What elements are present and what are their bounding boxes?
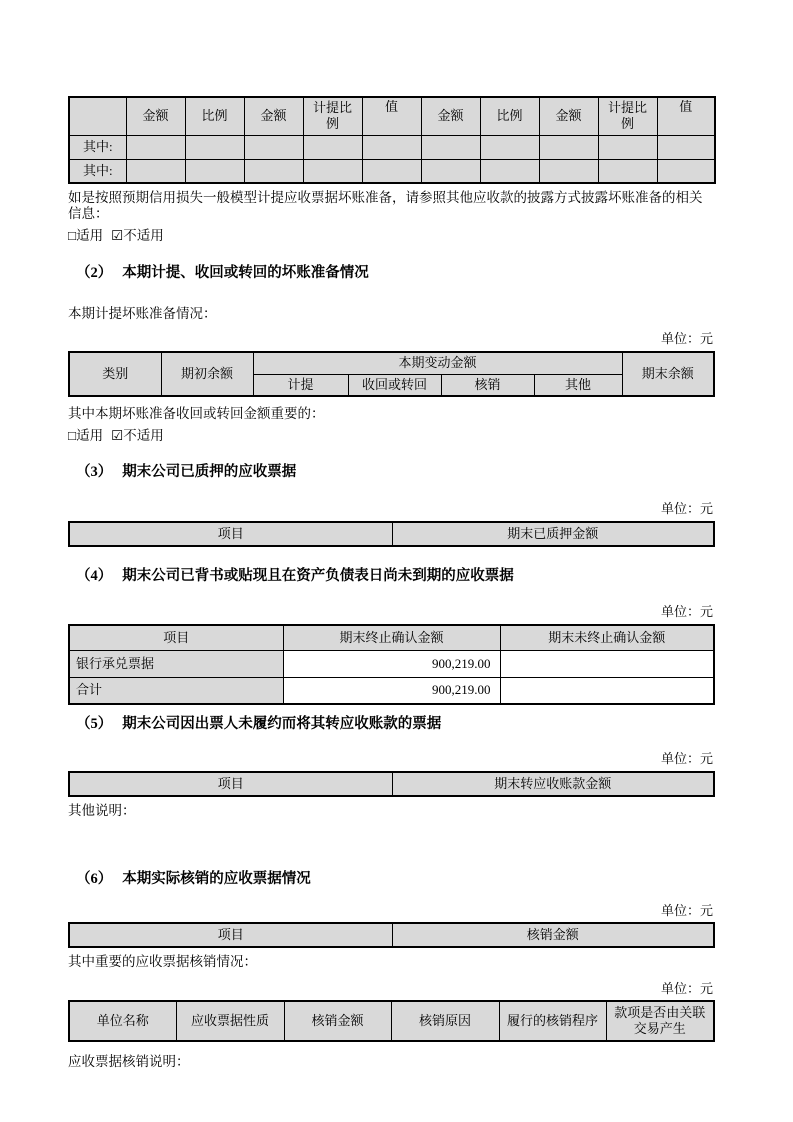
- table-cell: [362, 135, 421, 159]
- header-cell: 金额: [539, 97, 598, 135]
- header-cell: 本期变动金额: [253, 352, 622, 374]
- header-cell: 核销金额: [284, 1001, 391, 1041]
- table-cell: [657, 159, 715, 183]
- header-cell: 收回或转回: [348, 374, 441, 396]
- section-title: 本期实际核销的应收票据情况: [122, 871, 311, 887]
- table-cell: [539, 135, 598, 159]
- header-cell: 计提比例: [303, 97, 362, 135]
- item-label-cell: 银行承兑票据: [69, 650, 283, 677]
- table-cell: [657, 135, 715, 159]
- section-5-heading: [68, 714, 713, 734]
- section-number: （6）: [76, 871, 113, 887]
- expected-credit-loss-note: 如是按照预期信用损失一般模型计提应收票据坏账准备，请参照其他应收款的披露方式披露坏账准备的相关信息：: [68, 190, 703, 221]
- unit-label: 单位：元: [660, 501, 713, 516]
- unit-label: 单位：元: [660, 331, 713, 346]
- important-writeoff-table: [68, 1000, 715, 1042]
- header-cell: 应收票据性质: [176, 1001, 284, 1041]
- amount-cell: 900,219.00: [283, 677, 500, 704]
- checkbox-applicable: □适用: [68, 428, 104, 443]
- unit-label: 单位：元: [660, 981, 713, 996]
- header-cell: 期末已质押金额: [392, 522, 714, 546]
- section-number: （2）: [76, 265, 113, 281]
- empty-header-cell: [69, 97, 126, 135]
- unit-label: 单位：元: [660, 751, 713, 766]
- section-title: 本期计提、收回或转回的坏账准备情况: [122, 265, 369, 281]
- header-cell: 履行的核销程序: [499, 1001, 606, 1041]
- table-cell: [421, 135, 480, 159]
- header-cell: 核销: [441, 374, 534, 396]
- table-cell: [539, 159, 598, 183]
- unit-label: 单位：元: [660, 604, 713, 619]
- section-title: 期末公司因出票人未履约而将其转应收账款的票据: [122, 716, 442, 732]
- table-cell: [480, 135, 539, 159]
- table-cell: [500, 677, 714, 704]
- table-cell: [244, 159, 303, 183]
- provision-note: 本期计提坏账准备情况：: [68, 306, 217, 321]
- table-cell: [244, 135, 303, 159]
- header-cell: 期末未终止确认金额: [500, 625, 714, 650]
- applicability-checkboxes-2: [68, 428, 713, 444]
- table-cell: [598, 135, 657, 159]
- section-6-heading: [68, 869, 713, 889]
- checkbox-not-applicable-checked: ☑不适用: [111, 228, 164, 243]
- table-cell: [185, 135, 244, 159]
- header-cell: 期末余额: [622, 352, 714, 396]
- table-cell: [185, 159, 244, 183]
- header-cell: 其他: [534, 374, 622, 396]
- header-cell: 单位名称: [69, 1001, 176, 1041]
- other-notes-label: 其他说明：: [68, 803, 136, 818]
- provision-change-table: [68, 351, 715, 397]
- section-title: 期末公司已背书或贴现且在资产负债表日尚未到期的应收票据: [122, 568, 514, 584]
- row-label-cell: 其中:: [69, 159, 126, 183]
- total-label-cell: 合计: [69, 677, 283, 704]
- section-number: （4）: [76, 568, 113, 584]
- header-cell: 项目: [69, 522, 392, 546]
- bad-debt-provision-continuation-table: [68, 96, 716, 184]
- header-cell: 金额: [126, 97, 185, 135]
- header-cell: 期末终止确认金额: [283, 625, 500, 650]
- amount-cell: 900,219.00: [283, 650, 500, 677]
- header-cell: 值: [362, 97, 421, 135]
- header-cell: 核销原因: [391, 1001, 499, 1041]
- header-cell: 计提比例: [598, 97, 657, 135]
- header-cell: 项目: [69, 625, 283, 650]
- header-cell: 项目: [69, 923, 392, 947]
- header-cell: 金额: [421, 97, 480, 135]
- section-number: （5）: [76, 716, 113, 732]
- important-writeoff-note: 其中重要的应收票据核销情况：: [68, 954, 257, 969]
- table-cell: [480, 159, 539, 183]
- header-cell: 比例: [480, 97, 539, 135]
- checkbox-applicable: □适用: [68, 228, 104, 243]
- header-cell: 款项是否由关联交易产生: [606, 1001, 714, 1041]
- table-cell: [500, 650, 714, 677]
- header-cell: 核销金额: [392, 923, 714, 947]
- section-3-heading: [68, 462, 713, 482]
- header-cell: 类别: [69, 352, 161, 396]
- header-cell: 项目: [69, 772, 392, 796]
- pledged-notes-table: [68, 521, 715, 547]
- writeoff-explanation-label: 应收票据核销说明：: [68, 1054, 190, 1069]
- table-cell: [303, 159, 362, 183]
- header-cell: 期末转应收账款金额: [392, 772, 714, 796]
- section-number: （3）: [76, 464, 113, 480]
- table-cell: [362, 159, 421, 183]
- document-page: [68, 0, 713, 1070]
- table-cell: [126, 135, 185, 159]
- header-cell: 期初余额: [161, 352, 253, 396]
- header-cell: 计提: [253, 374, 348, 396]
- applicability-checkboxes-1: [68, 228, 713, 244]
- header-cell: 金额: [244, 97, 303, 135]
- recovery-note: 其中本期坏账准备收回或转回金额重要的：: [68, 406, 325, 421]
- written-off-notes-table: [68, 922, 715, 948]
- section-2-heading: [68, 263, 713, 283]
- header-cell: 值: [657, 97, 715, 135]
- table-cell: [421, 159, 480, 183]
- table-cell: [303, 135, 362, 159]
- header-cell: 比例: [185, 97, 244, 135]
- transferred-notes-table: [68, 771, 715, 797]
- section-4-heading: [68, 566, 713, 586]
- unit-label: 单位：元: [660, 903, 713, 918]
- table-cell: [126, 159, 185, 183]
- endorsed-discounted-notes-table: [68, 624, 715, 705]
- section-title: 期末公司已质押的应收票据: [122, 464, 297, 480]
- row-label-cell: 其中:: [69, 135, 126, 159]
- checkbox-not-applicable-checked: ☑不适用: [111, 428, 164, 443]
- table-cell: [598, 159, 657, 183]
